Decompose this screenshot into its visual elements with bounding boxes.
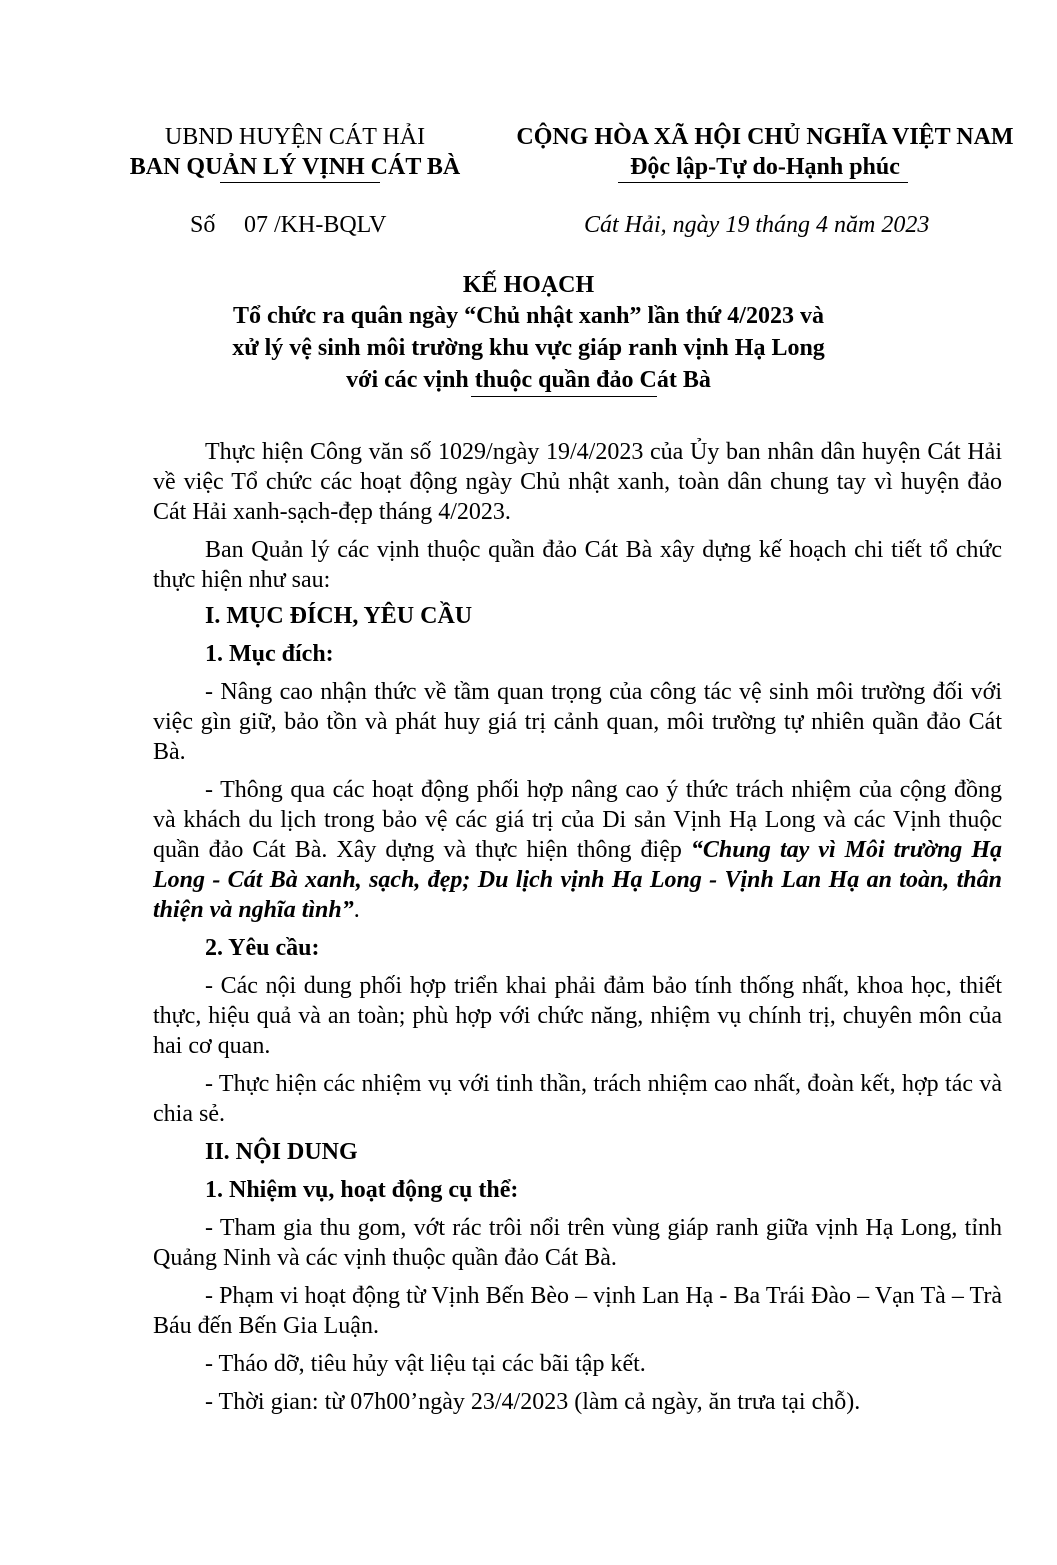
section-1-heading: I. MỤC ĐÍCH, YÊU CẦU — [205, 603, 473, 629]
national-motto: Độc lập-Tự do-Hạnh phúc — [630, 154, 900, 180]
agency-underline — [220, 182, 380, 183]
task-item-2: - Phạm vi hoạt động từ Vịnh Bến Bèo – vịnh Lan Hạ - Ba Trái Đào – Vạn Tà – Trà Báu đến Bến Gia Luận. — [153, 1283, 1002, 1339]
purpose-item-2-end: . — [353, 897, 360, 923]
doc-number-label: Số — [190, 212, 216, 238]
requirement-item-1: - Các nội dung phối hợp triển khai phải đảm bảo tính thống nhất, khoa học, thiết thực, hiệu quả và an toàn; phù hợp với chức năng, nhiệm vụ chính trị, chuyên môn của hai cơ quan. — [153, 973, 1002, 1059]
intro-paragraph-1: Thực hiện Công văn số 1029/ngày 19/4/2023 của Ủy ban nhân dân huyện Cát Hải về việc Tổ chức các hoạt động ngày Chủ nhật xanh, toàn dân chung tay vì huyện đảo Cát Hải xanh-sạch-đẹp tháng 4/2023. — [153, 439, 1002, 525]
purpose-heading: 1. Mục đích: — [205, 641, 334, 667]
purpose-item-1: - Nâng cao nhận thức về tầm quan trọng của công tác vệ sinh môi trường đối với việc gìn giữ, bảo tồn và phát huy giá trị cảnh quan, môi trường tự nhiên quần đảo Cát Bà. — [153, 679, 1002, 765]
requirement-heading: 2. Yêu cầu: — [205, 935, 320, 961]
national-title: CỘNG HÒA XÃ HỘI CHỦ NGHĨA VIỆT NAM — [516, 124, 1014, 150]
title-line-1: Tổ chức ra quân ngày “Chủ nhật xanh” lần thứ 4/2023 và — [233, 303, 824, 329]
intro-paragraph-2: Ban Quản lý các vịnh thuộc quần đảo Cát Bà xây dựng kế hoạch chi tiết tổ chức thực hiện như sau: — [153, 537, 1002, 593]
doc-type-title: KẾ HOẠCH — [462, 272, 595, 298]
task-item-4: - Thời gian: từ 07h00’ngày 23/4/2023 (làm cả ngày, ăn trưa tại chỗ). — [205, 1389, 861, 1415]
purpose-item-2 — [153, 775, 1002, 925]
slogan-quote: “Chung tay vì Môi trường Hạ Long - Cát Bà xanh, sạch, đẹp; Du lịch vịnh Hạ Long - Vịnh Lan Hạ an toàn, thân thiện và nghĩa tình” — [153, 837, 1002, 923]
tasks-heading: 1. Nhiệm vụ, hoạt động cụ thể: — [205, 1177, 519, 1203]
agency-name: BAN QUẢN LÝ VỊNH CÁT BÀ — [129, 154, 461, 180]
purpose-item-2-text: - Thông qua các hoạt động phối hợp nâng cao ý thức trách nhiệm của cộng đồng và khách du lịch trong bảo vệ các giá trị của Di sản Vịnh Hạ Long và các Vịnh thuộc quần đảo Cát Bà. Xây dựng và thực hiện thông điệp — [153, 777, 1002, 863]
task-item-3: - Tháo dỡ, tiêu hủy vật liệu tại các bãi tập kết. — [205, 1351, 646, 1377]
title-underline — [471, 396, 657, 397]
section-2-heading: II. NỘI DUNG — [205, 1139, 358, 1165]
place-date: Cát Hải, ngày 19 tháng 4 năm 2023 — [584, 212, 930, 238]
requirement-item-2: - Thực hiện các nhiệm vụ với tinh thần, trách nhiệm cao nhất, đoàn kết, hợp tác và chia sẻ. — [153, 1071, 1002, 1127]
title-line-2: xử lý vệ sinh môi trường khu vực giáp ranh vịnh Hạ Long — [232, 335, 825, 361]
doc-number: 07 /KH-BQLV — [244, 212, 387, 238]
task-item-1: - Tham gia thu gom, vớt rác trôi nổi trên vùng giáp ranh giữa vịnh Hạ Long, tỉnh Quảng Ninh và các vịnh thuộc quần đảo Cát Bà. — [153, 1215, 1002, 1271]
document-body — [153, 437, 1002, 1425]
agency-parent: UBND HUYỆN CÁT HẢI — [164, 124, 426, 150]
title-line-3: với các vịnh thuộc quần đảo Cát Bà — [346, 367, 711, 393]
motto-underline — [618, 182, 908, 183]
